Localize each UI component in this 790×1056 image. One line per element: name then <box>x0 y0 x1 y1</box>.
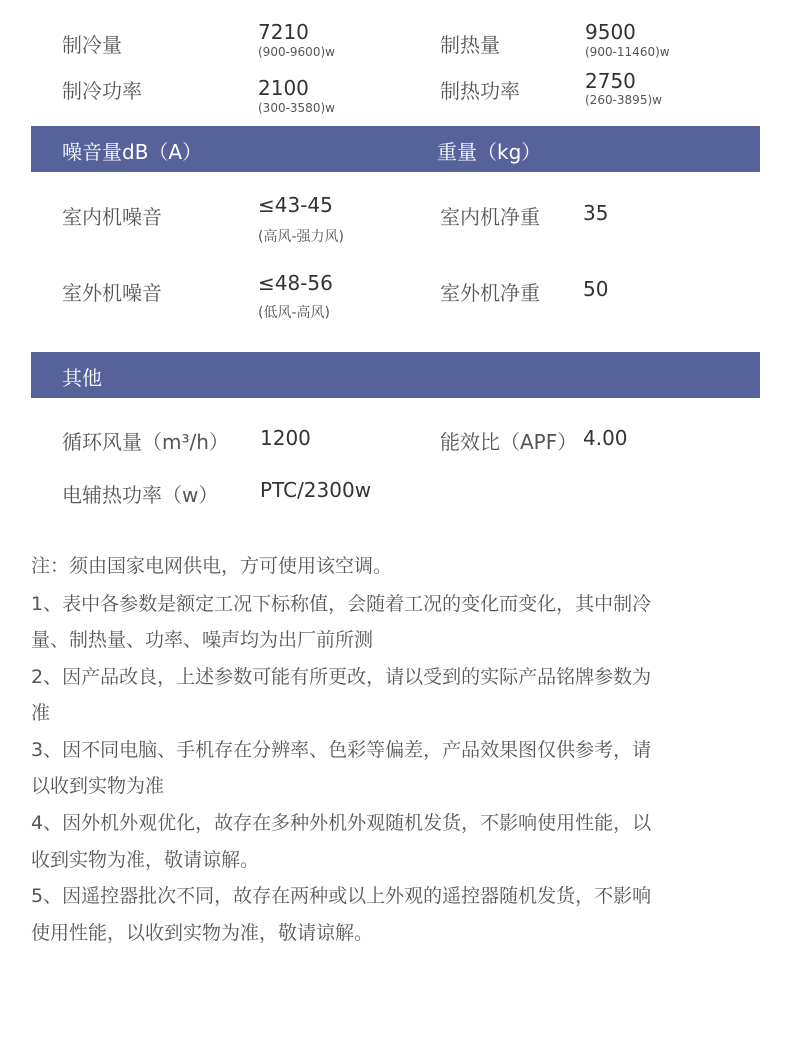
airflow-label: 循环风量（m³/h） <box>62 430 229 454</box>
heating-power-range: (260-3895)w <box>585 93 662 107</box>
note-line: 2、因产品改良，上述参数可能有所更改，请以受到的实际产品铭牌参数为 <box>31 666 652 688</box>
heating-capacity-value: 9500 <box>585 20 636 44</box>
aux-heat-power-value: PTC/2300w <box>260 478 372 502</box>
note-line: 3、因不同电脑、手机存在分辨率、色彩等偏差，产品效果图仅供参考，请 <box>31 739 652 761</box>
heating-power-label: 制热功率 <box>440 79 520 103</box>
indoor-noise-label: 室内机噪音 <box>62 205 162 229</box>
outdoor-noise-condition: (低风-高风) <box>258 305 330 321</box>
indoor-weight-label: 室内机净重 <box>440 205 540 229</box>
indoor-noise-condition: (高风-强力风) <box>258 229 344 245</box>
note-line: 注：须由国家电网供电，方可使用该空调。 <box>31 555 393 577</box>
note-line: 收到实物为准，敬请谅解。 <box>31 849 260 871</box>
indoor-weight-value: 35 <box>583 201 609 225</box>
note-line: 4、因外机外观优化，故存在多种外机外观随机发货，不影响使用性能，以 <box>31 812 652 834</box>
cooling-power-label: 制冷功率 <box>62 79 142 103</box>
apf-label: 能效比（APF） <box>440 430 578 454</box>
other-header-label: 其他 <box>62 366 102 390</box>
note-line: 准 <box>31 702 51 724</box>
other-header <box>31 352 760 398</box>
cooling-power-range: (300-3580)w <box>258 101 335 115</box>
cooling-capacity-value: 7210 <box>258 20 309 44</box>
airflow-value: 1200 <box>260 426 311 450</box>
cooling-capacity-range: (900-9600)w <box>258 45 335 59</box>
outdoor-weight-label: 室外机净重 <box>440 281 540 305</box>
note-line: 1、表中各参数是额定工况下标称值，会随着工况的变化而变化，其中制冷 <box>31 593 652 615</box>
heating-capacity-label: 制热量 <box>440 33 500 57</box>
indoor-noise-value: ≤43-45 <box>258 193 333 217</box>
heating-capacity-range: (900-11460)w <box>585 45 670 59</box>
note-line: 使用性能，以收到实物为准，敬请谅解。 <box>31 922 374 944</box>
note-line: 5、因遥控器批次不同，故存在两种或以上外观的遥控器随机发货，不影响 <box>31 885 652 907</box>
cooling-capacity-label: 制冷量 <box>62 33 122 57</box>
note-line: 以收到实物为准 <box>31 775 165 797</box>
outdoor-noise-value: ≤48-56 <box>258 271 333 295</box>
weight-header-label: 重量（kg） <box>437 140 542 164</box>
outdoor-weight-value: 50 <box>583 277 609 301</box>
noise-header-label: 噪音量dB（A） <box>62 140 203 164</box>
outdoor-noise-label: 室外机噪音 <box>62 281 162 305</box>
apf-value: 4.00 <box>583 426 628 450</box>
heating-power-value: 2750 <box>585 69 636 93</box>
aux-heat-power-label: 电辅热功率（w） <box>62 483 219 507</box>
noise-weight-header <box>31 126 760 172</box>
note-line: 量、制热量、功率、噪声均为出厂前所测 <box>31 629 374 651</box>
cooling-power-value: 2100 <box>258 76 309 100</box>
